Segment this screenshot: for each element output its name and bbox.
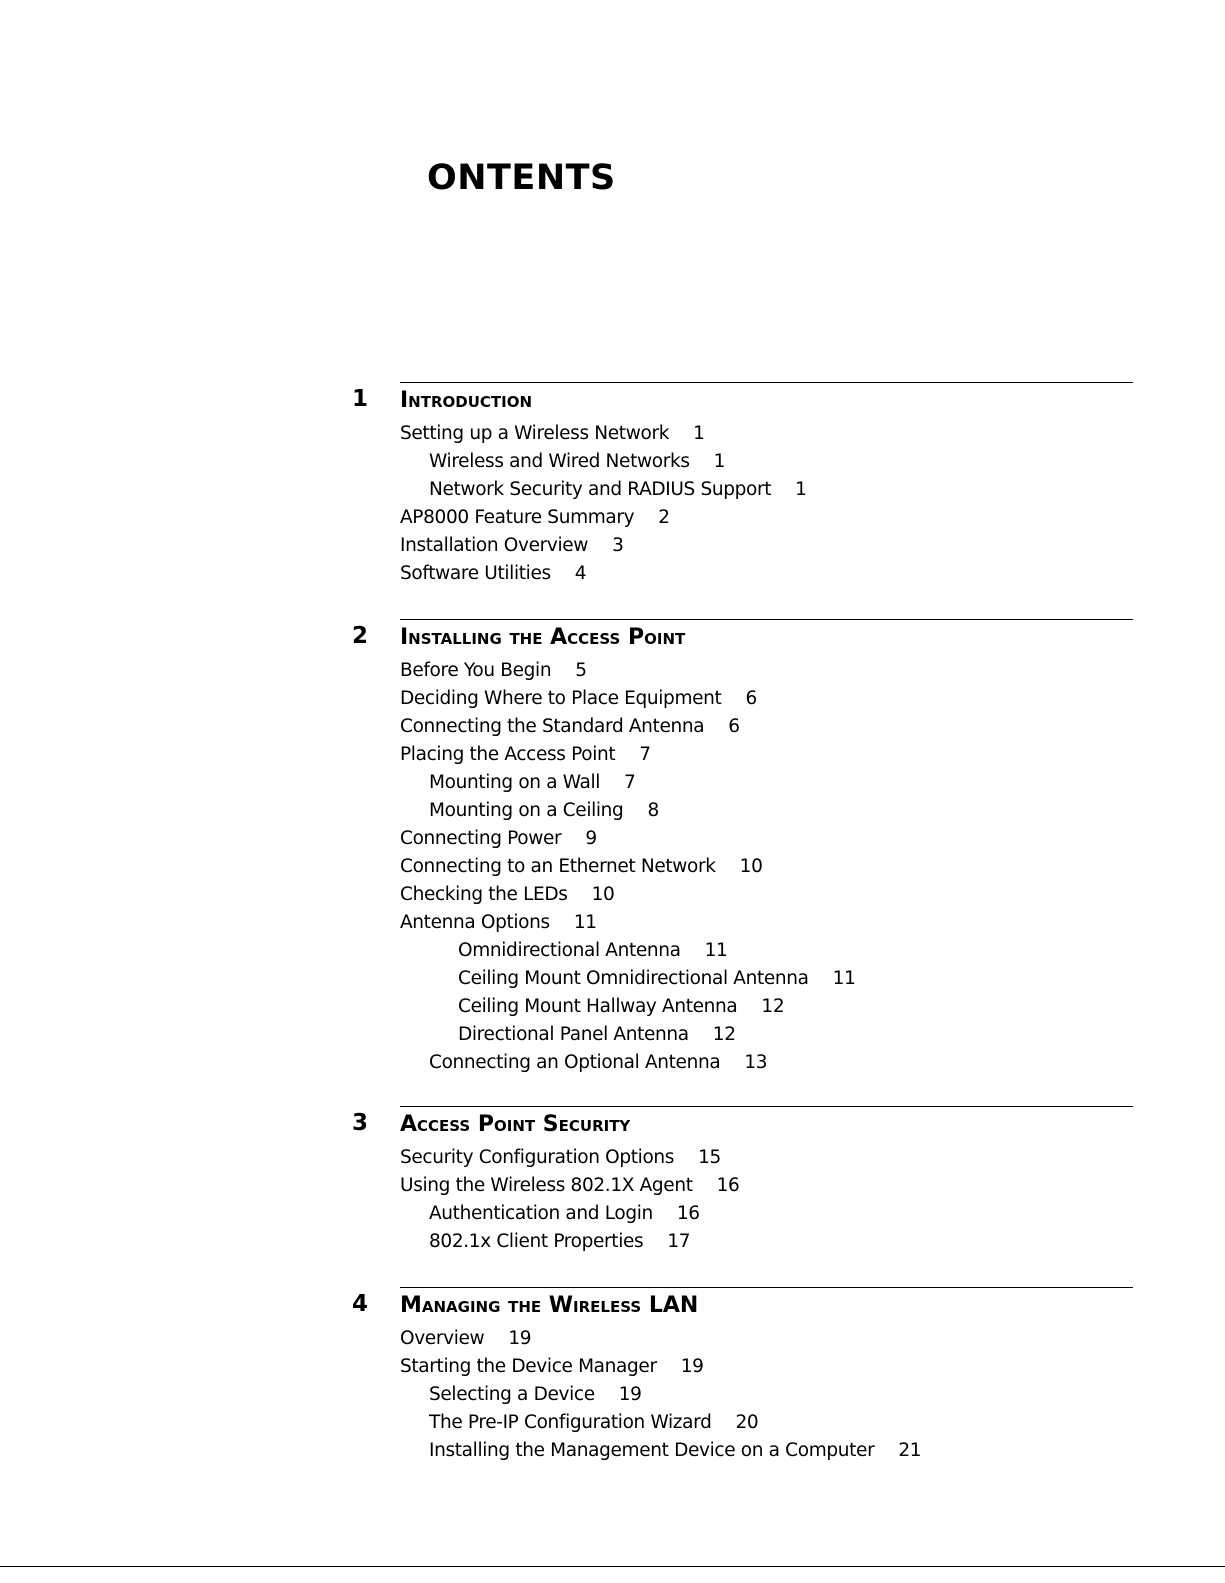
toc-entry-page-number: 19 — [680, 1356, 704, 1377]
toc-entry-page-number: 3 — [612, 535, 624, 556]
toc-entry-page-number: 9 — [585, 828, 597, 849]
toc-entry-page-number: 6 — [745, 688, 757, 709]
toc-entry-title: Connecting to an Ethernet Network — [400, 856, 716, 877]
toc-entry-title: Connecting the Standard Antenna — [400, 716, 705, 737]
toc-entry[interactable] — [400, 825, 856, 853]
toc-entry-title: Checking the LEDs — [400, 884, 568, 905]
toc-entry[interactable] — [400, 448, 807, 476]
toc-entry-title: Network Security and RADIUS Support — [429, 479, 772, 500]
toc-entry-title: The Pre-IP Configuration Wizard — [429, 1412, 712, 1433]
toc-entry-title: Deciding Where to Place Equipment — [400, 688, 722, 709]
toc-entry-title: Omnidirectional Antenna — [458, 940, 681, 961]
toc-entry-title: Selecting a Device — [429, 1384, 595, 1405]
toc-entry[interactable] — [400, 1437, 921, 1465]
toc-entry[interactable] — [400, 420, 807, 448]
toc-entry[interactable] — [400, 657, 856, 685]
chapter-entries — [400, 657, 856, 1077]
toc-entry[interactable] — [400, 476, 807, 504]
toc-entry-title: Overview — [400, 1328, 485, 1349]
toc-entry-page-number: 11 — [573, 912, 597, 933]
toc-entry-title: Authentication and Login — [429, 1203, 653, 1224]
toc-entry-title: Software Utilities — [400, 563, 551, 584]
toc-entry-title: Setting up a Wireless Network — [400, 423, 670, 444]
toc-entry-page-number: 15 — [698, 1147, 721, 1168]
toc-entry-title: Installation Overview — [400, 535, 589, 556]
chapter-title[interactable]: Access Point Security — [400, 1112, 631, 1137]
toc-entry[interactable] — [400, 685, 856, 713]
toc-entry[interactable] — [400, 1200, 739, 1228]
toc-entry[interactable] — [400, 769, 856, 797]
toc-entry-page-number: 10 — [591, 884, 615, 905]
page-bottom-rule — [0, 1566, 1225, 1567]
chapter-entries — [400, 1144, 739, 1256]
toc-entry-page-number: 1 — [795, 479, 807, 500]
chapter-divider — [400, 1287, 1133, 1288]
chapter-entries — [400, 420, 807, 588]
toc-entry[interactable] — [400, 965, 856, 993]
toc-entry[interactable] — [400, 1049, 856, 1077]
chapter-entries — [400, 1325, 921, 1465]
toc-entry-title: Mounting on a Ceiling — [429, 800, 624, 821]
toc-entry[interactable] — [400, 853, 856, 881]
chapter-divider — [400, 1106, 1133, 1107]
toc-entry-page-number: 12 — [761, 996, 785, 1017]
toc-entry-title: Security Configuration Options — [400, 1147, 675, 1168]
chapter-title[interactable]: Managing the Wireless LAN — [400, 1293, 699, 1318]
toc-entry[interactable] — [400, 741, 856, 769]
toc-entry[interactable] — [400, 881, 856, 909]
chapter-divider — [400, 619, 1133, 620]
toc-entry[interactable] — [400, 1325, 921, 1353]
toc-entry-title: Antenna Options — [400, 912, 550, 933]
toc-entry[interactable] — [400, 1228, 739, 1256]
toc-entry-page-number: 13 — [744, 1052, 768, 1073]
chapter-number: 2 — [352, 623, 369, 649]
toc-entry-page-number: 7 — [639, 744, 651, 765]
toc-entry[interactable] — [400, 797, 856, 825]
toc-entry[interactable] — [400, 1409, 921, 1437]
toc-entry[interactable] — [400, 1172, 739, 1200]
toc-entry-title: Ceiling Mount Omnidirectional Antenna — [458, 968, 809, 989]
toc-entry-page-number: 2 — [658, 507, 670, 528]
toc-entry-page-number: 11 — [704, 940, 728, 961]
toc-entry-title: Mounting on a Wall — [429, 772, 601, 793]
toc-entry[interactable] — [400, 713, 856, 741]
toc-entry-page-number: 7 — [624, 772, 636, 793]
toc-entry[interactable] — [400, 909, 856, 937]
chapter-number: 1 — [352, 386, 369, 412]
toc-entry-page-number: 6 — [728, 716, 740, 737]
toc-entry-page-number: 20 — [735, 1412, 759, 1433]
toc-entry-page-number: 16 — [676, 1203, 700, 1224]
toc-entry-page-number: 10 — [739, 856, 763, 877]
toc-entry-page-number: 16 — [716, 1175, 740, 1196]
chapter-title[interactable]: Installing the Access Point — [400, 625, 686, 650]
toc-entry[interactable] — [400, 1144, 739, 1172]
toc-entry[interactable] — [400, 560, 807, 588]
toc-entry-page-number: 8 — [647, 800, 659, 821]
toc-entry-title: Placing the Access Point — [400, 744, 616, 765]
toc-entry[interactable] — [400, 993, 856, 1021]
chapter-number: 4 — [352, 1291, 369, 1317]
toc-entry-title: Starting the Device Manager — [400, 1356, 657, 1377]
toc-entry[interactable] — [400, 532, 807, 560]
toc-entry-title: Before You Begin — [400, 660, 552, 681]
toc-entry-page-number: 19 — [618, 1384, 642, 1405]
toc-entry-page-number: 11 — [832, 968, 856, 989]
toc-entry-page-number: 12 — [712, 1024, 736, 1045]
toc-entry-page-number: 5 — [575, 660, 587, 681]
toc-entry-title: Using the Wireless 802.1X Agent — [400, 1175, 693, 1196]
toc-entry-page-number: 21 — [898, 1440, 922, 1461]
toc-entry-title: Wireless and Wired Networks — [429, 451, 690, 472]
chapter-number: 3 — [352, 1110, 369, 1136]
toc-entry[interactable] — [400, 937, 856, 965]
toc-entry-page-number: 1 — [693, 423, 705, 444]
toc-entry-title: Directional Panel Antenna — [458, 1024, 689, 1045]
chapter-divider — [400, 382, 1133, 383]
toc-entry-title: Connecting an Optional Antenna — [429, 1052, 721, 1073]
toc-entry[interactable] — [400, 1353, 921, 1381]
toc-entry-page-number: 4 — [574, 563, 587, 584]
toc-entry-page-number: 19 — [508, 1328, 532, 1349]
chapter-title[interactable]: Introduction — [400, 388, 533, 413]
toc-entry-page-number: 1 — [713, 451, 726, 472]
page-title: ONTENTS — [427, 158, 616, 198]
toc-entry-title: 802.1x Client Properties — [429, 1231, 644, 1252]
toc-entry[interactable] — [400, 504, 807, 532]
toc-entry-title: Ceiling Mount Hallway Antenna — [458, 996, 738, 1017]
toc-entry-title: Connecting Power — [400, 828, 562, 849]
toc-entry-title: Installing the Management Device on a Computer — [429, 1440, 875, 1461]
toc-entry[interactable] — [400, 1021, 856, 1049]
toc-entry-page-number: 17 — [667, 1231, 691, 1252]
toc-entry-title: AP8000 Feature Summary — [400, 507, 635, 528]
toc-entry[interactable] — [400, 1381, 921, 1409]
